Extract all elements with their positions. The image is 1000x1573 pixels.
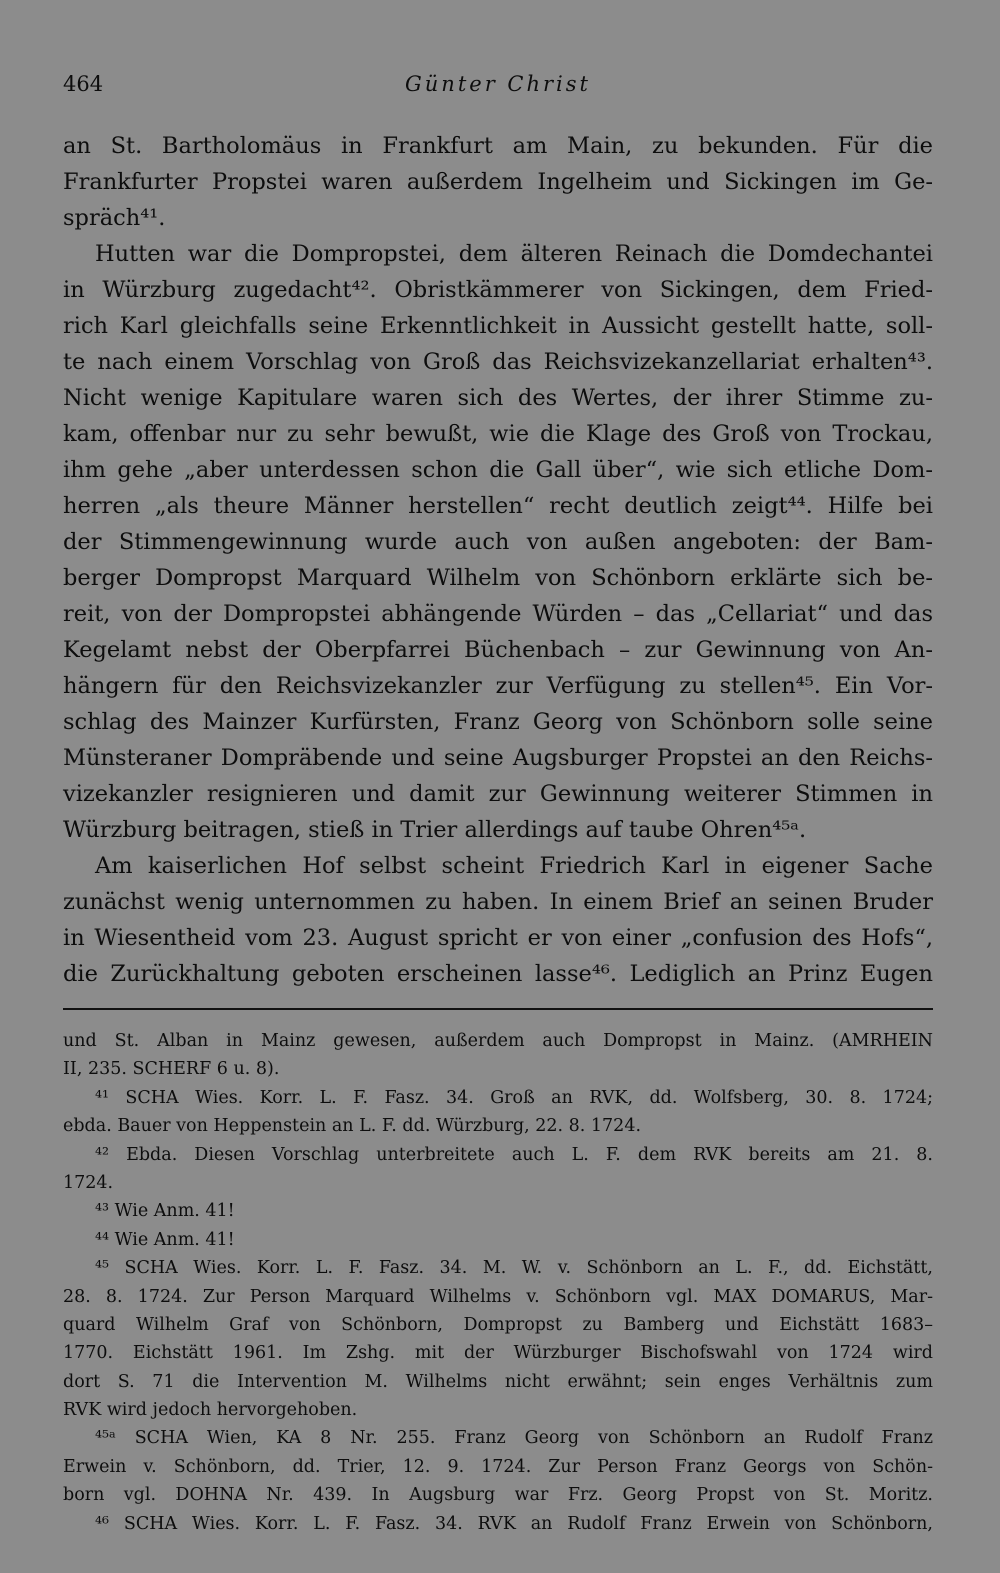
body-line: Nicht wenige Kapitulare waren sich des Wertes, der ihrer Stimme zu- bbox=[63, 385, 933, 411]
footnote-line: II, 235. SCHERF 6 u. 8). bbox=[63, 1059, 280, 1080]
body-line: rich Karl gleichfalls seine Erkenntlichkeit in Aussicht gestellt hatte, soll- bbox=[63, 313, 933, 339]
footnote-line: ebda. Bauer von Heppenstein an L. F. dd. Würzburg, 22. 8. 1724. bbox=[63, 1116, 642, 1137]
footnote-line: ⁴⁵ SCHA Wies. Korr. L. F. Fasz. 34. M. W. v. Schönborn an L. F., dd. Eichstätt, bbox=[95, 1258, 933, 1279]
body-line: Würzburg beitragen, stieß in Trier allerdings auf taube Ohren⁴⁵ᵃ. bbox=[63, 817, 807, 843]
body-line: kam, offenbar nur zu sehr bewußt, wie die Klage des Groß von Trockau, bbox=[63, 421, 933, 447]
body-line: Am kaiserlichen Hof selbst scheint Friedrich Karl in eigener Sache bbox=[95, 853, 933, 879]
body-line: te nach einem Vorschlag von Groß das Reichsvizekanzellariat erhalten⁴³. bbox=[63, 349, 933, 375]
body-text bbox=[63, 128, 933, 992]
body-line: ihm gehe „aber unterdessen schon die Gall über“, wie sich etliche Dom- bbox=[63, 457, 933, 483]
body-line: Hutten war die Dompropstei, dem älteren Reinach die Domdechantei bbox=[95, 241, 933, 267]
body-line: in Wiesentheid vom 23. August spricht er von einer „confusion des Hofs“, bbox=[63, 925, 933, 951]
footnote-line: RVK wird jedoch hervorgehoben. bbox=[63, 1400, 358, 1421]
footnote-line: quard Wilhelm Graf von Schönborn, Dompropst zu Bamberg und Eichstätt 1683– bbox=[63, 1314, 933, 1335]
body-line: Kegelamt nebst der Oberpfarrei Büchenbach – zur Gewinnung von An- bbox=[63, 637, 933, 663]
running-head: Günter Christ bbox=[405, 72, 591, 96]
footnote-line: ⁴¹ SCHA Wies. Korr. L. F. Fasz. 34. Groß an RVK, dd. Wolfsberg, 30. 8. 1724; bbox=[95, 1087, 933, 1108]
footnote-line: dort S. 71 die Intervention M. Wilhelms nicht erwähnt; sein enges Verhältnis zum bbox=[63, 1371, 933, 1392]
footnote-line: 28. 8. 1724. Zur Person Marquard Wilhelms v. Schönborn vgl. MAX DOMARUS, Mar- bbox=[63, 1286, 933, 1307]
footnote-line: 1770. Eichstätt 1961. Im Zshg. mit der Würzburger Bischofswahl von 1724 wird bbox=[63, 1343, 933, 1364]
page-header bbox=[63, 72, 933, 102]
body-line: an St. Bartholomäus in Frankfurt am Main, zu bekunden. Für die bbox=[63, 133, 933, 159]
footnote-divider bbox=[63, 1008, 933, 1010]
footnote-line: Erwein v. Schönborn, dd. Trier, 12. 9. 1724. Zur Person Franz Georgs von Schön- bbox=[63, 1456, 933, 1477]
footnote-line: ⁴⁶ SCHA Wies. Korr. L. F. Fasz. 34. RVK an Rudolf Franz Erwein von Schönborn, bbox=[95, 1513, 933, 1534]
body-line: hängern für den Reichsvizekanzler zur Verfügung zu stellen⁴⁵. Ein Vor- bbox=[63, 673, 933, 699]
footnote-line: ⁴² Ebda. Diesen Vorschlag unterbreitete auch L. F. dem RVK bereits am 21. 8. bbox=[95, 1144, 933, 1165]
footnote-line: ⁴⁴ Wie Anm. 41! bbox=[95, 1229, 235, 1250]
body-line: die Zurückhaltung geboten erscheinen lasse⁴⁶. Lediglich an Prinz Eugen bbox=[63, 961, 933, 987]
body-line: schlag des Mainzer Kurfürsten, Franz Georg von Schönborn solle seine bbox=[63, 709, 933, 735]
footnote-line: 1724. bbox=[63, 1172, 114, 1193]
body-line: vizekanzler resignieren und damit zur Gewinnung weiterer Stimmen in bbox=[63, 781, 933, 807]
footnote-line: und St. Alban in Mainz gewesen, außerdem auch Dompropst in Mainz. (AMRHEIN bbox=[63, 1031, 933, 1051]
body-line: zunächst wenig unternommen zu haben. In einem Brief an seinen Bruder bbox=[63, 889, 933, 915]
body-line: in Würzburg zugedacht⁴². Obristkämmerer von Sickingen, dem Fried- bbox=[63, 277, 933, 303]
footnotes bbox=[63, 1027, 933, 1538]
body-line: Münsteraner Dompräbende und seine Augsburger Propstei an den Reichs- bbox=[63, 745, 933, 771]
body-line: spräch⁴¹. bbox=[63, 205, 166, 231]
body-line: der Stimmengewinnung wurde auch von außen angeboten: der Bam- bbox=[63, 529, 933, 555]
body-line: herren „als theure Männer herstellen“ recht deutlich zeigt⁴⁴. Hilfe bei bbox=[63, 493, 933, 519]
footnote-line: born vgl. DOHNA Nr. 439. In Augsburg war Frz. Georg Propst von St. Moritz. bbox=[63, 1485, 933, 1506]
footnote-line: ⁴⁵ᵃ SCHA Wien, KA 8 Nr. 255. Franz Georg von Schönborn an Rudolf Franz bbox=[95, 1428, 933, 1449]
footnote-line: ⁴³ Wie Anm. 41! bbox=[95, 1201, 235, 1222]
body-line: reit, von der Dompropstei abhängende Würden – das „Cellariat“ und das bbox=[63, 601, 933, 627]
body-line: Frankfurter Propstei waren außerdem Ingelheim und Sickingen im Ge- bbox=[63, 169, 933, 195]
page-number: 464 bbox=[63, 72, 104, 96]
body-line: berger Dompropst Marquard Wilhelm von Schönborn erklärte sich be- bbox=[63, 565, 933, 591]
